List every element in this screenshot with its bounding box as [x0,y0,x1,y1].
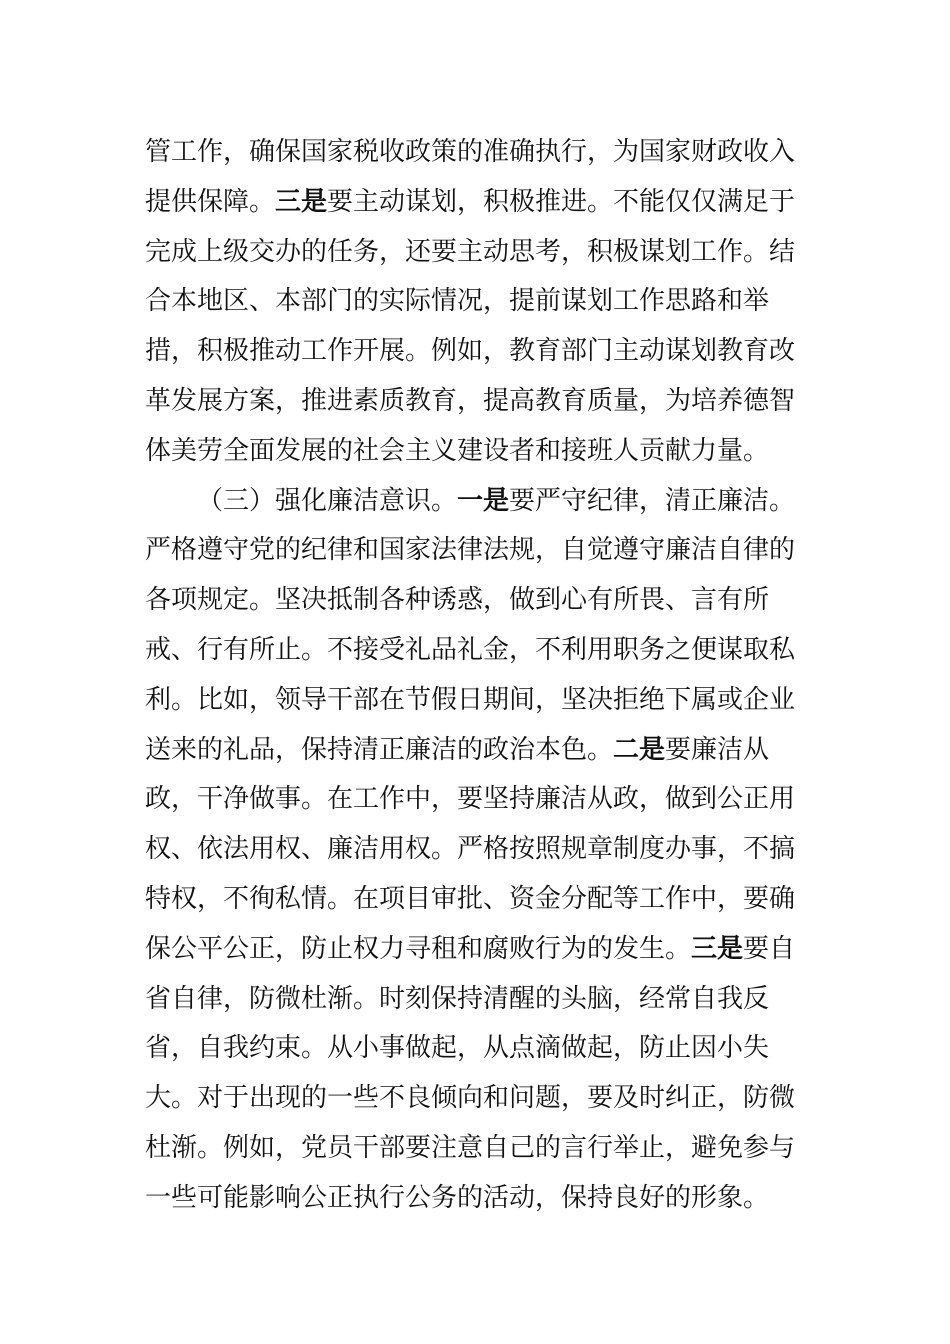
paragraph-line [145,775,810,825]
text-segment: 特权，不徇私情。在项目审批、资金分配等工作中，要确 [145,883,796,914]
paragraph-line-indented [145,477,810,527]
text-segment: 措，积极推动工作开展。例如，教育部门主动谋划教育改 [145,336,796,367]
text-segment: 要廉洁从 [665,734,770,765]
paragraph-line [145,1024,810,1074]
text-segment: 要自 [743,933,796,964]
text-segment: 要严守纪律，清正廉洁。 [509,485,796,516]
text-segment: 各项规定。坚决抵制各种诱惑，做到心有所畏、言有所 [145,585,770,616]
paragraph-line [145,1074,810,1124]
text-segment: 戒、行有所止。不接受礼品礼金，不利用职务之便谋取私 [145,634,796,665]
paragraph-line [145,1124,810,1174]
paragraph-line [145,128,810,178]
paragraph-line [145,1174,810,1224]
paragraph-line [145,726,810,776]
paragraph-line [145,975,810,1025]
text-segment: （三）强化廉洁意识。 [197,485,458,516]
text-segment: 提供保障。 [145,186,276,217]
body-text [145,128,810,1224]
paragraph-line [145,875,810,925]
text-segment: 管工作，确保国家税收政策的准确执行，为国家财政收入 [145,137,796,167]
text-segment: 合本地区、本部门的实际情况，提前谋划工作思路和举 [145,286,770,317]
text-segment: 一些可能影响公正执行公务的活动，保持良好的形象。 [145,1182,770,1213]
text-segment: 省，自我约束。从小事做起，从点滴做起，防止因小失 [145,1033,770,1064]
text-segment: 要主动谋划，积极推进。不能仅仅满足于 [327,186,796,217]
paragraph-line [145,228,810,278]
text-segment: 严格遵守党的纪律和国家法律法规，自觉遵守廉洁自律的 [145,535,796,566]
bold-ordinal-marker: 三是 [691,933,744,964]
paragraph-line [145,327,810,377]
paragraph-line [145,427,810,477]
text-segment: 体美劳全面发展的社会主义建设者和接班人贡献力量。 [145,435,770,466]
text-segment: 政，干净做事。在工作中，要坚持廉洁从政，做到公正用 [145,784,796,815]
bold-ordinal-marker: 二是 [613,734,666,765]
bold-ordinal-marker: 三是 [275,186,328,217]
text-segment: 大。对于出现的一些不良倾向和问题，要及时纠正，防微 [145,1083,796,1114]
text-segment: 送来的礼品，保持清正廉洁的政治本色。 [145,734,614,765]
paragraph-line [145,277,810,327]
paragraph-line [145,925,810,975]
text-segment: 省自律，防微杜渐。时刻保持清醒的头脑，经常自我反 [145,983,770,1014]
text-segment: 革发展方案，推进素质教育，提高教育质量，为培养德智 [145,385,796,416]
text-segment: 完成上级交办的任务，还要主动思考，积极谋划工作。结 [145,236,796,267]
paragraph-line [145,377,810,427]
paragraph-line [145,825,810,875]
paragraph-line [145,626,810,676]
text-segment: 杜渐。例如，党员干部要注意自己的言行举止，避免参与 [145,1132,796,1163]
text-segment: 权、依法用权、廉洁用权。严格按照规章制度办事，不搞 [145,834,796,865]
paragraph-line [145,676,810,726]
bold-ordinal-marker: 一是 [457,485,510,516]
paragraph-line [145,526,810,576]
paragraph-line [145,178,810,228]
text-segment: 保公平公正，防止权力寻租和腐败行为的发生。 [145,933,692,964]
paragraph-line [145,576,810,626]
text-segment: 利。比如，领导干部在节假日期间，坚决拒绝下属或企业 [145,684,796,715]
